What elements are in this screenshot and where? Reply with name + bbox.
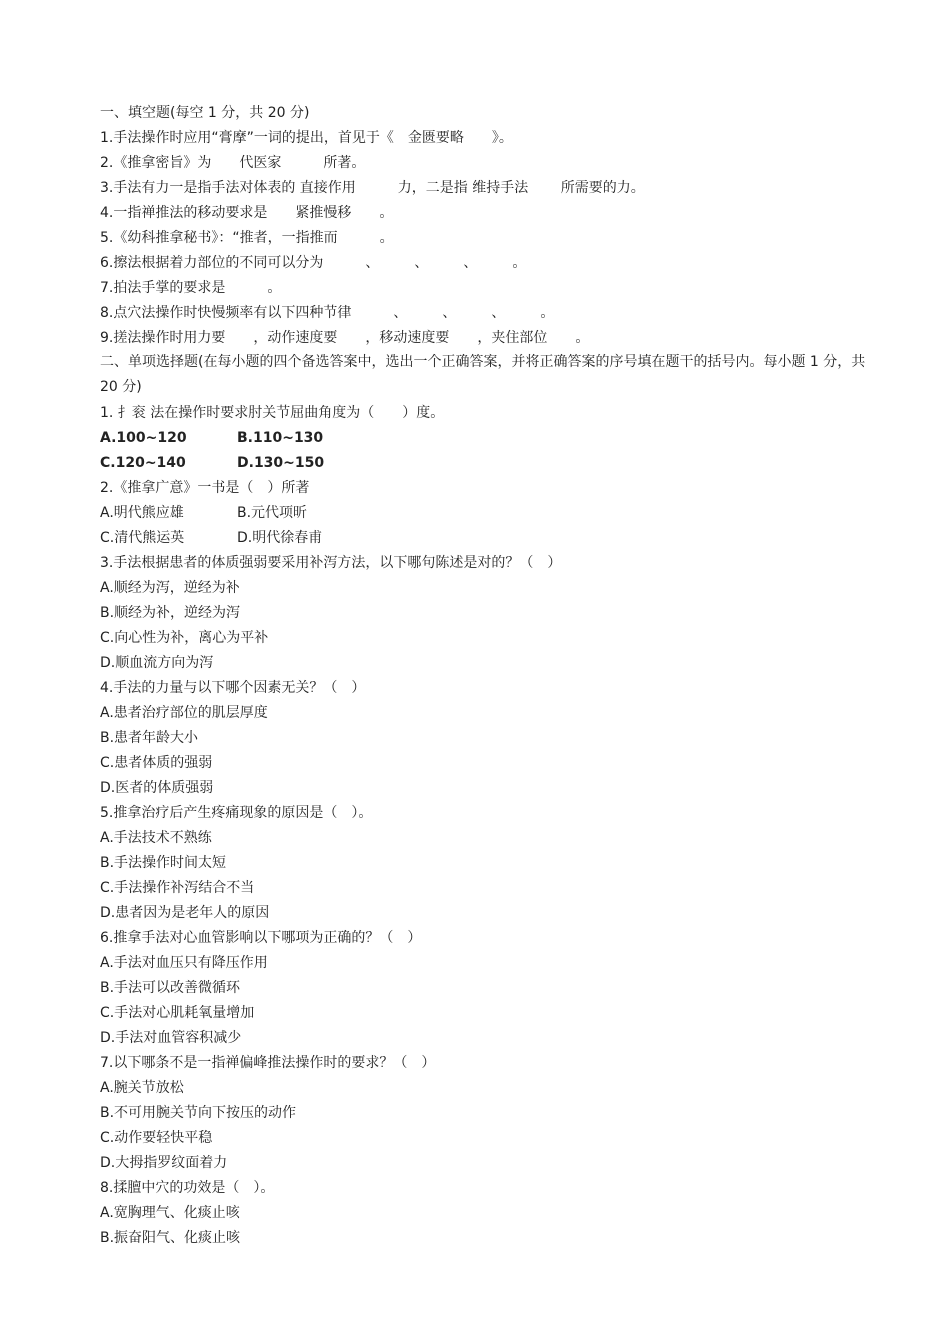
choice-row-3 (100, 503, 870, 523)
choice-q3-option-c: C.向心性为补，离心为平补 (100, 630, 269, 646)
choice-q1-option-b: B.110~130 (237, 430, 324, 446)
choice-q6-option-d: D.手法对血管容积减少 (100, 1030, 242, 1046)
choice-q5-option-a: A.手法技术不熟练 (100, 830, 212, 846)
choice-question-5: 5.推拿治疗后产生疼痛现象的原因是（ ）。 (100, 805, 373, 821)
choice-q4-option-d: D.医者的体质强弱 (100, 780, 214, 796)
choice-q5-option-c: C.手法操作补泻结合不当 (100, 880, 255, 896)
choice-q1-option-c: C.120~140 (100, 455, 186, 471)
choice-question-3: 3.手法根据患者的体质强弱要采用补泻方法，以下哪句陈述是对的？（ ） (100, 555, 562, 571)
section2-header: 二、单项选择题(在每小题的四个备选答案中，选出一个正确答案，并将正确答案的序号填在题干的括号内。每小题 1 分，共 20 分) (100, 354, 866, 395)
fill-question-6: 6.擦法根据着力部位的不同可以分为 、 、 、 。 (100, 255, 527, 271)
fill-question-5: 5.《幼科推拿秘书》：“推者，一指推而 。 (100, 230, 394, 246)
choice-q6-option-b: B.手法可以改善微循环 (100, 980, 241, 996)
choice-row-2 (100, 453, 870, 473)
choice-q1-option-a: A.100~120 (100, 430, 187, 446)
choice-q4-option-b: B.患者年龄大小 (100, 730, 199, 746)
section1-header: 一、填空题(每空 1 分，共 20 分) (100, 105, 310, 121)
choice-q5-option-b: B.手法操作时间太短 (100, 855, 227, 871)
choice-q7-option-d: D.大拇指罗纹面着力 (100, 1155, 228, 1171)
fill-question-2: 2.《推拿密旨》为 代医家 所著。 (100, 155, 366, 171)
choice-q7-option-a: A.腕关节放松 (100, 1080, 184, 1096)
choice-question-6: 6.推拿手法对心血管影响以下哪项为正确的？（ ） (100, 930, 422, 946)
choice-q4-option-c: C.患者体质的强弱 (100, 755, 213, 771)
choice-q8-option-b: B.振奋阳气、化痰止咳 (100, 1230, 241, 1246)
choice-q3-option-b: B.顺经为补，逆经为泻 (100, 605, 241, 621)
choice-q6-option-a: A.手法对血压只有降压作用 (100, 955, 268, 971)
choice-q2-option-d: D.明代徐春甫 (237, 530, 323, 546)
fill-question-3: 3.手法有力一是指手法对体表的 直接作用 力，二是指 维持手法 所需要的力。 (100, 180, 645, 196)
choice-question-1: 1. 扌衮 法在操作时要求肘关节屈曲角度为（ ）度。 (100, 405, 445, 421)
choice-row-1 (100, 428, 870, 448)
choice-q2-option-c: C.清代熊运英 (100, 530, 185, 546)
choice-q2-option-a: A.明代熊应雄 (100, 505, 184, 521)
choice-q7-option-c: C.动作要轻快平稳 (100, 1130, 213, 1146)
fill-question-7: 7.拍法手掌的要求是 。 (100, 280, 282, 296)
fill-question-4: 4.一指禅推法的移动要求是 紧推慢移 。 (100, 205, 394, 221)
choice-question-7: 7.以下哪条不是一指禅偏峰推法操作时的要求？（ ） (100, 1055, 436, 1071)
fill-question-9: 9.搓法操作时用力要 ，动作速度要 ，移动速度要 ，夹住部位 。 (100, 330, 590, 346)
fill-question-1: 1.手法操作时应用“膏摩”一词的提出，首见于《 金匮要略 》。 (100, 130, 513, 146)
choice-q8-option-a: A.宽胸理气、化痰止咳 (100, 1205, 240, 1221)
choice-q5-option-d: D.患者因为是老年人的原因 (100, 905, 270, 921)
choice-question-4: 4.手法的力量与以下哪个因素无关？（ ） (100, 680, 366, 696)
choice-question-2: 2.《推拿广意》一书是（ ）所著 (100, 480, 310, 496)
choice-question-8: 8.揉膻中穴的功效是（ ）。 (100, 1180, 275, 1196)
choice-q3-option-a: A.顺经为泻，逆经为补 (100, 580, 240, 596)
choice-q2-option-b: B.元代项昕 (237, 505, 308, 521)
choice-q7-option-b: B.不可用腕关节向下按压的动作 (100, 1105, 297, 1121)
choice-q3-option-d: D.顺血流方向为泻 (100, 655, 214, 671)
choice-q6-option-c: C.手法对心肌耗氧量增加 (100, 1005, 255, 1021)
choice-row-4 (100, 528, 870, 548)
choice-q1-option-d: D.130~150 (237, 455, 325, 471)
choice-q4-option-a: A.患者治疗部位的肌层厚度 (100, 705, 268, 721)
fill-question-8: 8.点穴法操作时快慢频率有以下四种节律 、 、 、 。 (100, 305, 555, 321)
